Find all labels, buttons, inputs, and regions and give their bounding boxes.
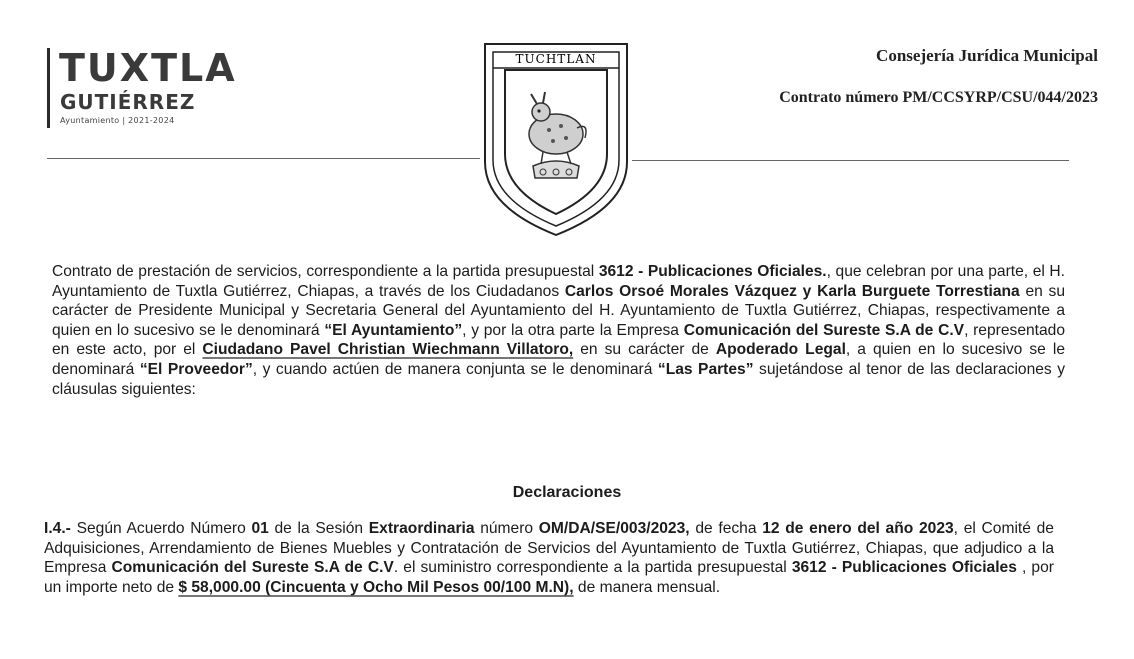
- intro-text-1: Contrato de prestación de servicios, correspondiente a la partida presupuestal: [52, 263, 599, 280]
- clause-text-5: , el Comité de Adquisiciones, Arrendamiento de Bienes Muebles y Contratación de Servicios del Ayuntamiento de Tuxtla Gutiérrez, Chiapas, que adjudico a la Empresa: [44, 520, 1054, 577]
- budget-item: 3612 - Publicaciones Oficiales.: [598, 263, 827, 280]
- header-rule-left: [47, 158, 480, 159]
- intro-text-4: , y por la otra parte la Empresa: [462, 321, 684, 339]
- contract-amount: $ 58,000.00 (Cincuenta y Ocho Mil Pesos 00/100 M.N),: [178, 578, 574, 596]
- intro-text-8: , y cuando actúen de manera conjunta se le denominará: [252, 360, 658, 378]
- clause-text-3: número: [474, 520, 539, 537]
- logo-gutierrez-text: GUTIÉRREZ: [60, 90, 196, 114]
- representative-role: Apoderado Legal: [715, 341, 846, 359]
- contract-intro-paragraph: [52, 262, 1065, 399]
- shield-label: TUCHTLAN: [515, 52, 597, 66]
- clause-text-4: de fecha: [689, 520, 763, 537]
- header-rule-right: [632, 160, 1069, 161]
- tuchtlan-shield-emblem: [481, 42, 631, 237]
- clause-number: I.4.-: [44, 520, 71, 537]
- contract-number: Contrato número PM/CCSYRP/CSU/044/2023: [779, 89, 1098, 106]
- party-las-partes: “Las Partes”: [657, 360, 754, 378]
- intro-text-5: , representado en este acto, por el: [52, 321, 1066, 359]
- company-name: Comunicación del Sureste S.A de C.V: [683, 321, 965, 339]
- officials-names: Carlos Orsoé Morales Vázquez y Karla Burguete Torrestiana: [564, 282, 1020, 300]
- session-date: 12 de enero del año 2023: [762, 520, 954, 537]
- clause-text-6: . el suministro correspondiente a la partida presupuestal: [393, 559, 792, 577]
- clause-text-7: , por un importe neto de: [44, 559, 1054, 596]
- logo-tuxtla-text: TUXTLA: [59, 46, 237, 90]
- session-type: Extraordinaria: [368, 520, 475, 537]
- intro-text-7: , a quien en lo sucesivo se le denominará: [52, 341, 1065, 378]
- session-number: OM/DA/SE/003/2023,: [538, 520, 690, 537]
- intro-text-3: en su carácter de Presidente Municipal y Secretaria General del Ayuntamiento del H. Ayuntamiento de Tuxtla Gutiérrez, Chiapas, respectivamente a quien en lo sucesivo se le denominará: [52, 282, 1065, 339]
- shield-icon: [481, 42, 631, 237]
- party-proveedor: “El Proveedor”: [139, 360, 253, 378]
- clause-text-8: de manera mensual.: [573, 578, 721, 596]
- clause-text-2: de la Sesión: [268, 520, 369, 537]
- logo-ayuntamiento-text: Ayuntamiento | 2021-2024: [60, 116, 175, 125]
- declarations-heading: Declaraciones: [512, 484, 622, 501]
- clause-company-name: Comunicación del Sureste S.A de C.V: [111, 559, 394, 577]
- clause-text-1: Según Acuerdo Número: [70, 520, 252, 537]
- logo-bar: [47, 48, 50, 128]
- intro-text-2: , que celebran por una parte, el H. Ayuntamiento de Tuxtla Gutiérrez, Chiapas, a través de los Ciudadanos: [52, 263, 1066, 300]
- clause-i4-paragraph: [44, 519, 1054, 597]
- representative-name: Ciudadano Pavel Christian Wiechmann Villatoro,: [202, 341, 574, 359]
- clause-budget-item: 3612 - Publicaciones Oficiales: [791, 559, 1017, 577]
- intro-text-9: sujetándose al tenor de las declaraciones y cláusulas siguientes:: [52, 360, 1065, 398]
- agreement-number: 01: [251, 520, 269, 537]
- party-ayuntamiento: “El Ayuntamiento”: [324, 321, 463, 339]
- intro-text-6: en su carácter de: [573, 341, 716, 359]
- department-name: Consejería Jurídica Municipal: [876, 46, 1098, 65]
